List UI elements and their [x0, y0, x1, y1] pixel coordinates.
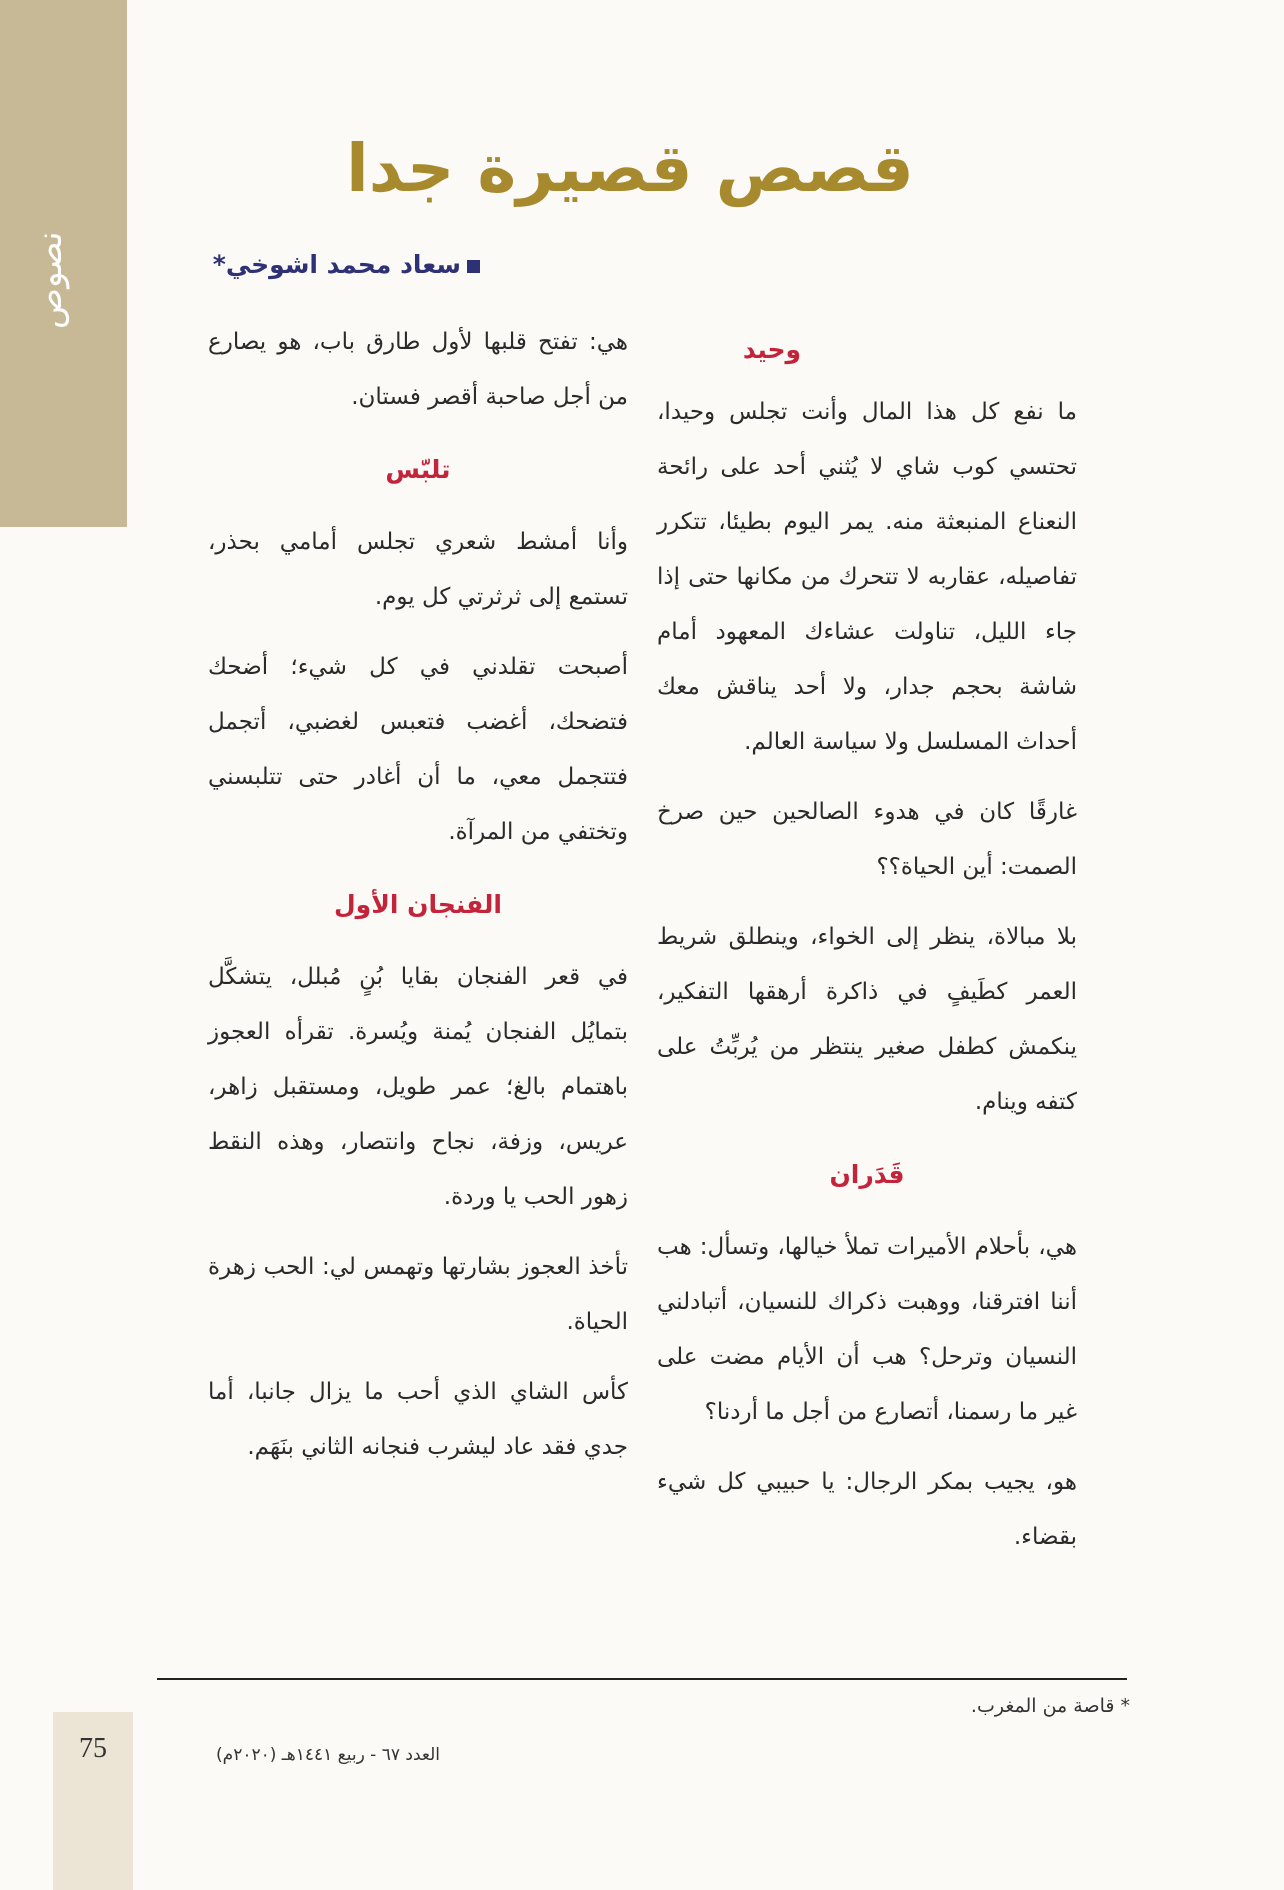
- section-tab: [0, 0, 127, 527]
- paragraph: في قعر الفنجان بقايا بُنٍ مُبلل، يتشكَّل بتمايُل الفنجان يُمنة ويُسرة. تقرأه العجوز باهتمام بالغ؛ عمر طويل، ومستقبل زاهر، عريس، وزفة، نجاح وانتصار، وهذه النقط زهور الحب يا وردة.: [208, 964, 628, 1210]
- heading-talabbus: تلبّس: [385, 455, 451, 484]
- paragraph: هي: تفتح قلبها لأول طارق باب، هو يصارع من أجل صاحبة أقصر فستان.: [208, 329, 628, 410]
- paragraph: هي، بأحلام الأميرات تملأ خيالها، وتسأل: هب أننا افترقنا، ووهبت ذكراك للنسيان، أتبادلني النسيان وترحل؟ هب أن الأيام مضت على غير ما رسمنا، أتصارع من أجل ما أردنا؟: [657, 1234, 1077, 1425]
- paragraph: ما نفع كل هذا المال وأنت تجلس وحيدا، تحتسي كوب شاي لا يُثني أحد على رائحة النعناع المنبعثة منه. يمر اليوم بطيئا، تتكرر تفاصيله، عقاربه لا تتحرك من مكانها حتى إذا جاء الليل، تناولت عشاءك المعهود أمام شاشة بحجم جدار، ولا أحد يناقش معك أحداث المسلسل ولا سياسة العالم.: [657, 399, 1077, 755]
- paragraph: غارقًا كان في هدوء الصالحين حين صرخ الصمت: أين الحياة؟؟: [657, 799, 1077, 880]
- paragraph: وأنا أمشط شعري تجلس أمامي بحذر، تستمع إلى ثرثرتي كل يوم.: [208, 529, 628, 610]
- heading-qadran: قَدَران: [829, 1160, 905, 1189]
- author-name: سعاد محمد اشوخي*: [212, 250, 461, 279]
- paragraph: كأس الشاي الذي أحب ما يزال جانبا، أما جدي فقد عاد ليشرب فنجانه الثاني بنَهَم.: [208, 1379, 628, 1460]
- bullet-square-icon: [467, 260, 480, 273]
- heading-finjan: الفنجان الأول: [333, 890, 503, 919]
- page-title: قصص قصيرة جدا: [346, 130, 914, 207]
- heading-wahid: وحيد: [742, 335, 802, 364]
- paragraph: بلا مبالاة، ينظر إلى الخواء، وينطلق شريط العمر كطَيفٍ في ذاكرة أرهقها التفكير، ينكمش كطفل صغير ينتظر من يُربِّتُ على كتفه وينام.: [657, 924, 1077, 1115]
- paragraph: أصبحت تقلدني في كل شيء؛ أضحك فتضحك، أغضب فتعبس لغضبي، أتجمل فتتجمل معي، ما أن أغادر حتى تتلبسني وتختفي من المرآة.: [208, 654, 628, 845]
- section-label: نصوص: [30, 231, 70, 329]
- paragraph: تأخذ العجوز بشارتها وتهمس لي: الحب زهرة الحياة.: [208, 1254, 628, 1335]
- page-number: 75: [79, 1733, 107, 1764]
- right-column: [657, 320, 1077, 1580]
- left-column: [208, 315, 628, 1490]
- footnote-divider: [157, 1678, 1127, 1680]
- issue-info: العدد ٦٧ - ربيع ١٤٤١هـ (٢٠٢٠م): [216, 1745, 440, 1765]
- footnote: * قاصة من المغرب.: [970, 1695, 1130, 1717]
- author-byline: [180, 250, 480, 279]
- paragraph: هو، يجيب بمكر الرجال: يا حبيبي كل شيء بقضاء.: [657, 1469, 1077, 1550]
